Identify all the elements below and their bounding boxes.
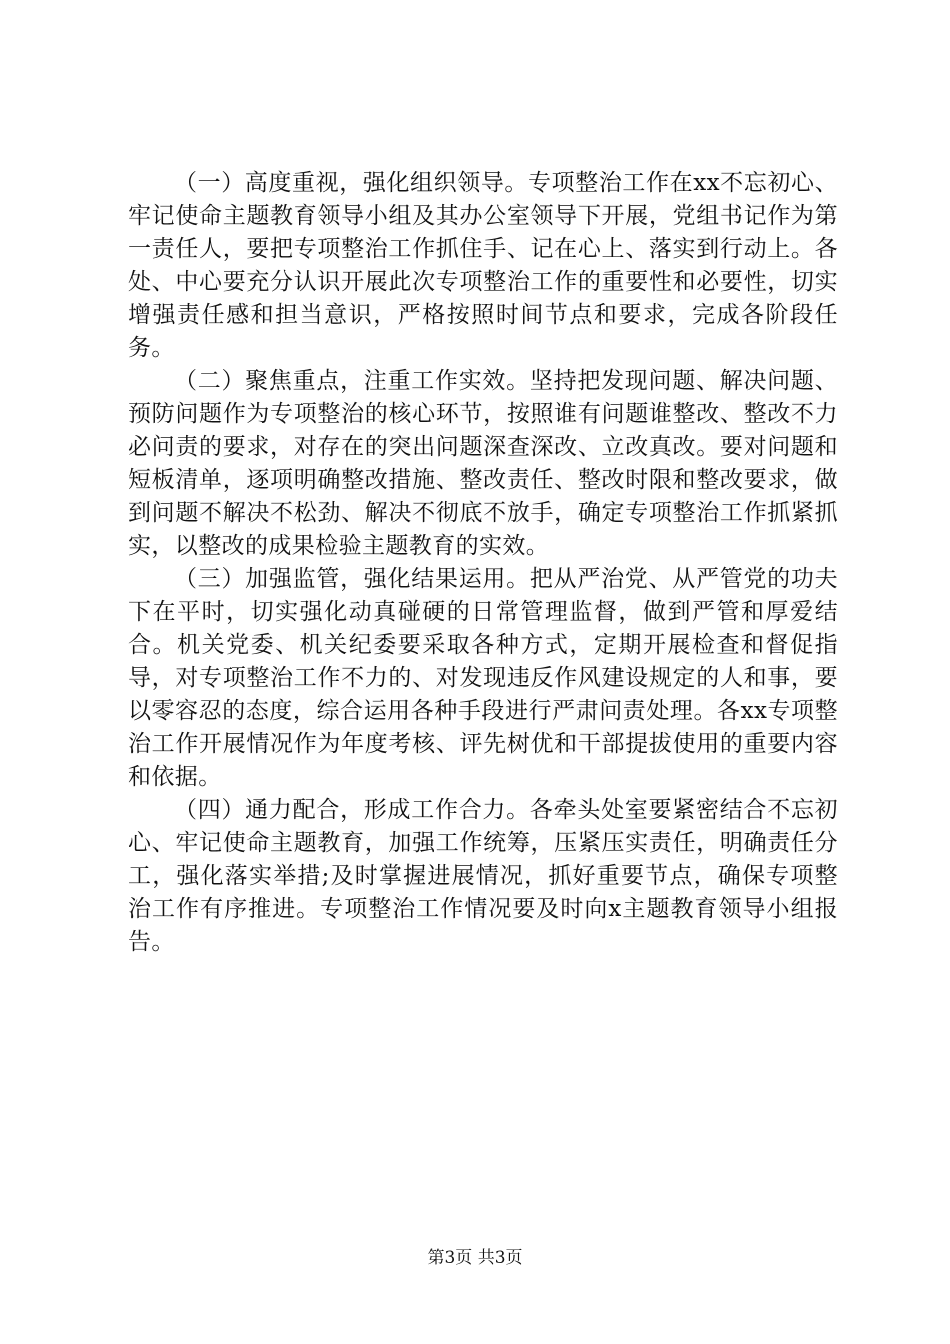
document-body bbox=[128, 167, 838, 959]
paragraph-3: （三）加强监管，强化结果运用。把从严治党、从严管党的功夫下在平时，切实强化动真碰硬的日常管理监督，做到严管和厚爱结合。机关党委、机关纪委要采取各种方式，定期开展检查和督促指导，对专项整治工作不力的、对发现违反作风建设规定的人和事，要以零容忍的态度，综合运用各种手段进行严肃问责处理。各xx专项整治工作开展情况作为年度考核、评先树优和干部提拔使用的重要内容和依据。 bbox=[128, 566, 838, 790]
paragraph-1: （一）高度重视，强化组织领导。专项整治工作在xx不忘初心、牢记使命主题教育领导小组及其办公室领导下开展，党组书记作为第一责任人，要把专项整治工作抓住手、记在心上、落实到行动上。各处、中心要充分认识开展此次专项整治工作的重要性和必要性，切实增强责任感和担当意识，严格按照时间节点和要求，完成各阶段任务。 bbox=[128, 170, 838, 361]
page-footer: 第3页 共3页 bbox=[427, 1248, 523, 1268]
paragraph-2: （二）聚焦重点，注重工作实效。坚持把发现问题、解决问题、预防问题作为专项整治的核心环节，按照谁有问题谁整改、整改不力必问责的要求，对存在的突出问题深查深改、立改真改。要对问题和短板清单，逐项明确整改措施、整改责任、整改时限和整改要求，做到问题不解决不松劲、解决不彻底不放手，确定专项整治工作抓紧抓实，以整改的成果检验主题教育的实效。 bbox=[128, 368, 838, 559]
paragraph-4: （四）通力配合，形成工作合力。各牵头处室要紧密结合不忘初心、牢记使命主题教育，加强工作统筹，压紧压实责任，明确责任分工，强化落实举措;及时掌握进展情况，抓好重要节点，确保专项整治工作有序推进。专项整治工作情况要及时向x主题教育领导小组报告。 bbox=[128, 797, 838, 955]
